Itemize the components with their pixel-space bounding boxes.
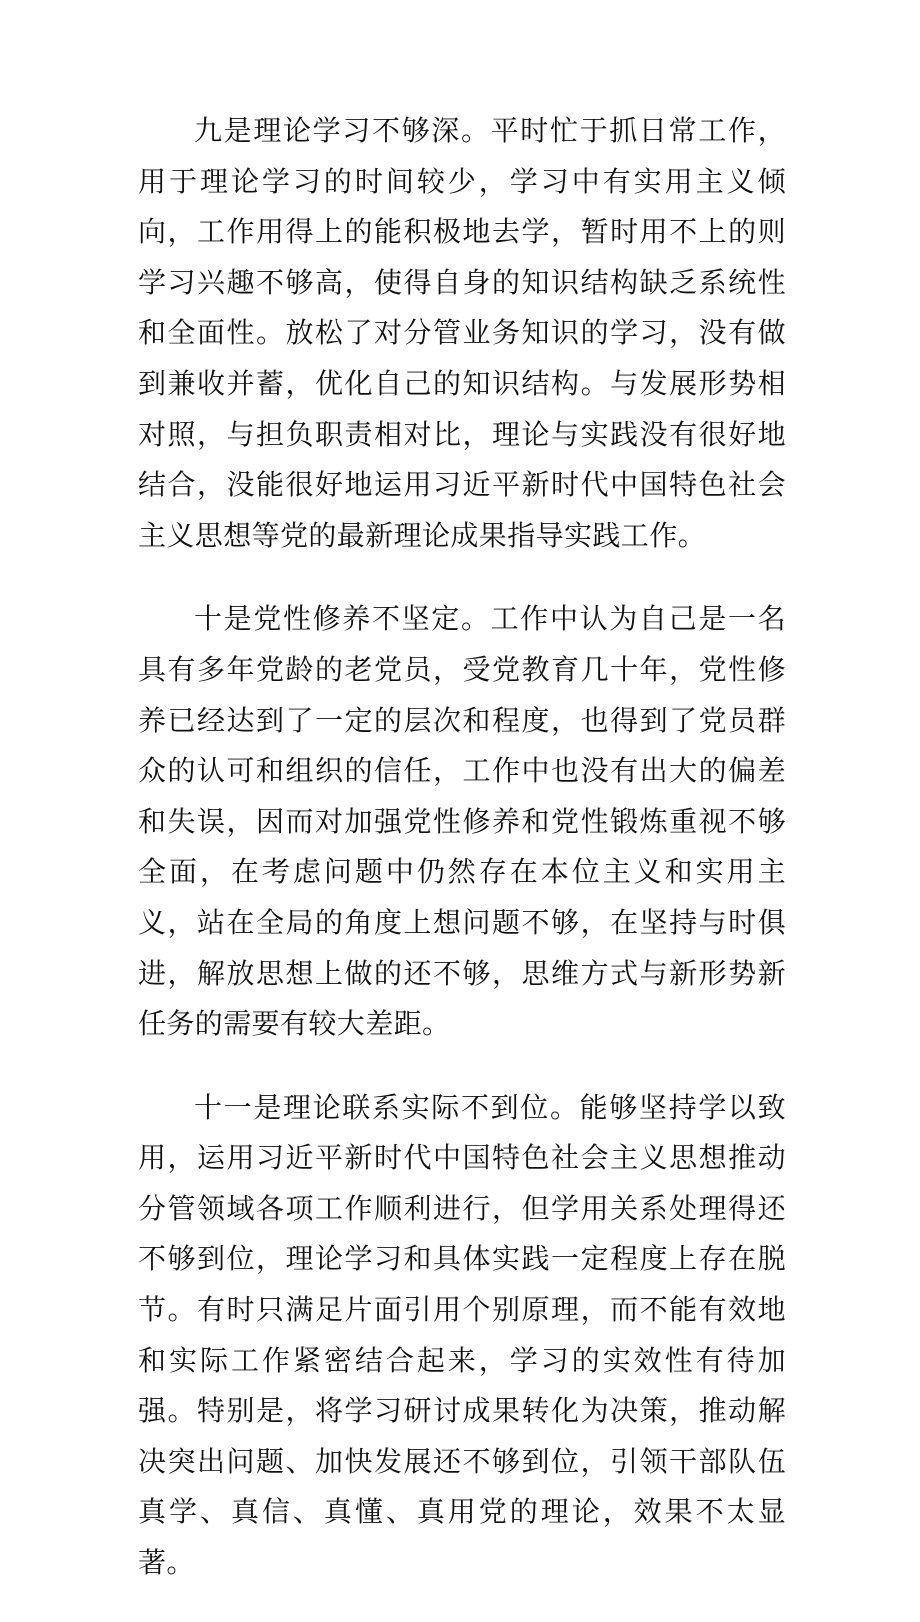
paragraph-nine: 九是理论学习不够深。平时忙于抓日常工作，用于理论学习的时间较少，学习中有实用主义倾向，工作用得上的能积极地去学，暂时用不上的则学习兴趣不够高，使得自身的知识结构缺乏系统性和全面性。放松了对分管业务知识的学习，没有做到兼收并蓄，优化自己的知识结构。与发展形势相对照，与担负职责相对比，理论与实践没有很好地结合，没能很好地运用习近平新时代中国特色社会主义思想等党的最新理论成果指导实践工作。: [138, 114, 786, 552]
paragraph-ten: 十是党性修养不坚定。工作中认为自己是一名具有多年党龄的老党员，受党教育几十年，党性修养已经达到了一定的层次和程度，也得到了党员群众的认可和组织的信任，工作中也没有出大的偏差和失误，因而对加强党性修养和党性锻炼重视不够全面，在考虑问题中仍然存在本位主义和实用主义，站在全局的角度上想问题不够，在坚持与时俱进，解放思想上做的还不够，思维方式与新形势新任务的需要有较大差距。: [138, 602, 786, 1041]
paragraph-eleven: 十一是理论联系实际不到位。能够坚持学以致用，运用习近平新时代中国特色社会主义思想推动分管领域各项工作顺利进行，但学用关系处理得还不够到位，理论学习和具体实践一定程度上存在脱节。有时只满足片面引用个别原理，而不能有效地和实际工作紧密结合起来，学习的实效性有待加强。特别是，将学习研讨成果转化为决策，推动解决突出问题、加快发展还不够到位，引领干部队伍真学、真信、真懂、真用党的理论，效果不太显著。: [138, 1090, 786, 1580]
document-body: [138, 106, 786, 1622]
